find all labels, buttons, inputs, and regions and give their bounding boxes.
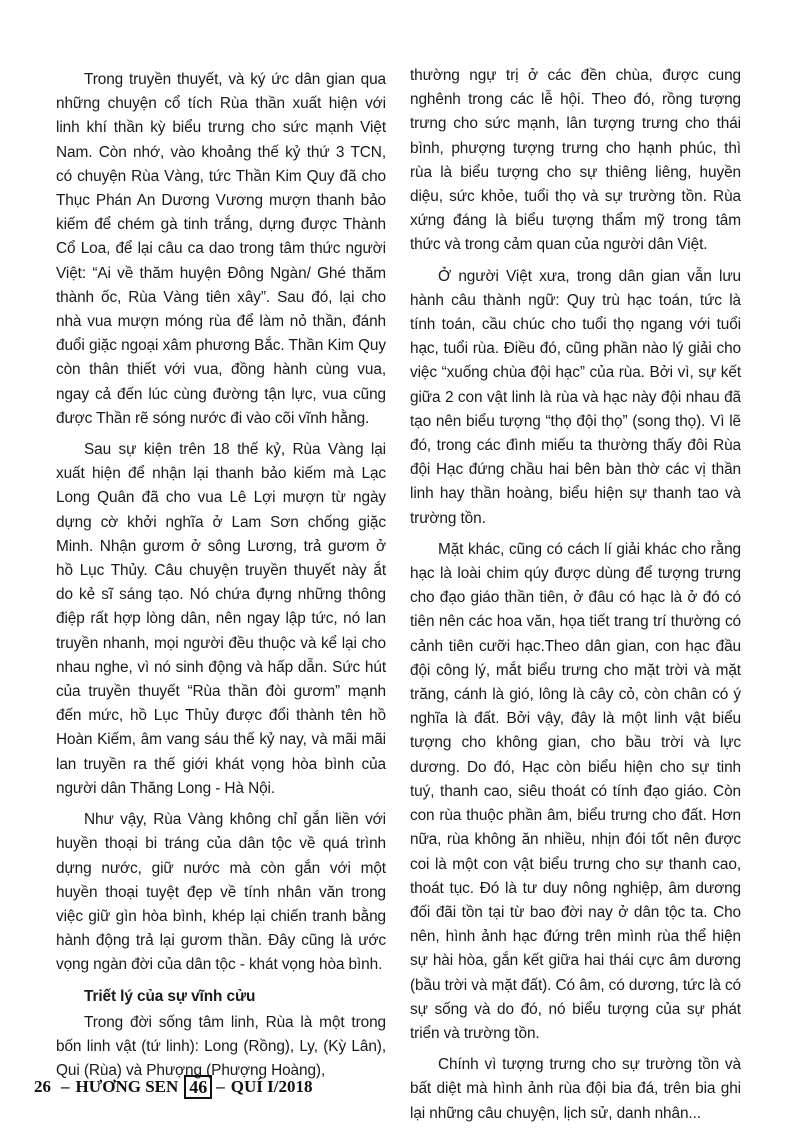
paragraph: Mặt khác, cũng có cách lí giải khác cho rằng hạc là loài chim qúy được dùng để tượng trưng cho đạo giáo thần tiên, ở đâu có hạc là ở đó có tiên nên các hoa văn, họa tiết trang trí thường có cảnh tiên cưỡi hạc.Theo dân gian, con hạc đầu đội công lý, mắt biểu trưng cho mặt trời và mặt trăng, cánh là gió, lông là cây cỏ, còn chân có ý nghĩa là đất. Bởi vậy, đây là một linh vật biểu tượng cho không gian, cho bầu trời và lực dương. Do đó, Hạc còn biểu hiện cho sự tinh tuý, thanh cao, siêu thoát có tính đạo giáo. Còn con rùa thuộc phần âm, biểu trưng cho đất. Hơn nữa, rùa không ăn nhiều, nhịn đói tốt nên được coi là một con vật biểu trưng cho sự thanh cao, thoát tục. Đó là tư duy nông nghiệp, âm dương đối đãi tồn tại từ bao đời nay ở dân tộc ta. Cho nên, hình ảnh hạc đứng trên mình rùa thể hiện sự hài hòa, gắn kết giữa hai thái cực âm dương (bầu trời và mặt đất). Có âm, có dương, tức là có sự sống và do đó, nó biểu tượng của sự phát triển và trường tồn. bbox=[410, 540, 742, 1042]
section-heading: Triết lý của sự vĩnh cửu bbox=[84, 987, 256, 1005]
paragraph: Trong đời sống tâm linh, Rùa là một trong bốn linh vật (tứ linh): Long (Rồng), Ly, (Kỳ Lân), Qui (Rùa) và Phượng (Phượng Hoàng), bbox=[56, 1013, 386, 1080]
page-number: 26 bbox=[34, 1077, 51, 1096]
paragraph: thường ngự trị ở các đền chùa, được cung nghênh trong các lễ hội. Theo đó, rồng tượng trưng cho sức mạnh, lân tượng trưng cho thái bình, phượng tượng trưng cho hạnh phúc, thì rùa là biểu tượng cho sự thiêng liêng, huyền diệu, sức khỏe, tuổi thọ và sự trường tồn. Rùa xứng đáng là biểu tượng thẩm mỹ trong tâm thức và trong cảm quan của người dân Việt. bbox=[410, 67, 741, 254]
paragraph: Chính vì tượng trưng cho sự trường tồn và bất diệt mà hình ảnh rùa đội bia đá, trên bia ghi lại những câu chuyện, lịch sử, danh nhân... bbox=[410, 1056, 741, 1122]
issue-number-badge: 46 bbox=[184, 1075, 212, 1099]
page-footer bbox=[34, 1072, 313, 1102]
issue-period: QUÍ I/2018 bbox=[230, 1077, 313, 1096]
paragraph: Như vậy, Rùa Vàng không chỉ gắn liền với huyền thoại bi tráng của dân tộc về quá trình dựng nước, giữ nước mà còn gắn với một huyền thoại tuyệt đẹp về tính nhân văn trong việc giữ gìn hòa bình, khép lại chiến tranh bằng hành động trả lại gươm thần. Đây cũng là ước vọng ngàn đời của dân tộc - khát vọng hòa bình. bbox=[56, 811, 386, 974]
paragraph: Ở người Việt xưa, trong dân gian vẫn lưu hành câu thành ngữ: Quy trù hạc toán, tức là tính toán, cầu chúc cho tuổi thọ ngang với tuổi hạc, tuổi rùa. Điều đó, cũng phần nào lý giải cho việc “xuống chùa đội hạc” của rùa. Bởi vì, sự kết giữa 2 con vật linh là rùa và hạc này đội nhau đã tạo nên biểu tượng “thọ đội thọ” (song thọ). Vì lẽ đó, trong các đình miếu ta thường thấy đôi Rùa đội Hạc đứng chầu hai bên bàn thờ các vị thần linh hay thần hoàng, biểu hiện sự thanh tao và trường tồn. bbox=[410, 267, 741, 527]
article-column-right bbox=[410, 64, 741, 1133]
paragraph: Sau sự kiện trên 18 thế kỷ, Rùa Vàng lại xuất hiện để nhận lại thanh bảo kiếm mà Lạc Long Quân đã cho vua Lê Lợi mượn từ ngày dựng cờ khởi nghĩa ở Lam Sơn chống giặc Minh. Nhận gươm ở sông Lương, trả gươm ở hồ Lục Thủy. Câu chuyện truyền thuyết này ắt do kẻ sĩ sáng tạo. Nó chứa đựng những thông điệp rất hợp lòng dân, nên ngay lập tức, nó lan truyền nhanh, mọi người đều thuộc và kể lại cho nhau nghe, vì nó sinh động và hấp dẫn. Sức hút của truyền thuyết “Rùa thần đòi gươm” mạnh đến mức, hồ Lục Thủy được đổi thành tên hồ Hoàn Kiếm, âm vang sáu thế kỷ nay, và mãi mãi lan truyền ra thế giới khát vọng hòa bình của người dân Thăng Long - Hà Nội. bbox=[56, 441, 386, 797]
article-column-left bbox=[56, 68, 386, 1090]
footer-dash: – bbox=[61, 1077, 70, 1096]
footer-dash: – bbox=[216, 1077, 225, 1096]
magazine-name: HƯƠNG SEN bbox=[75, 1077, 179, 1096]
paragraph: Trong truyền thuyết, và ký ức dân gian qua những chuyện cổ tích Rùa thần xuất hiện với linh khí thần kỳ biểu trưng cho sức mạnh Việt Nam. Còn nhớ, vào khoảng thế kỷ thứ 3 TCN, có chuyện Rùa Vàng, tức Thần Kim Quy đã cho Thục Phán An Dương Vương mượn thanh bảo kiếm để chém gà tinh trắng, dựng được Thành Cổ Loa, để lại câu ca dao trong tâm thức người Việt: “Ai về thăm huyện Đông Ngàn/ Ghé thăm thành ốc, Rùa Vàng tiên xây”. Sau đó, lại cho nhà vua mượn móng rùa để làm nỏ thần, đánh đuổi giặc ngoại xâm phương Bắc. Thần Kim Quy còn thân thiết với vua, đồng hành cùng vua, ngay cả đến lúc cùng đường tận lực, vua cũng được Thần rẽ sóng nước đi vào cõi vĩnh hằng. bbox=[56, 71, 386, 427]
